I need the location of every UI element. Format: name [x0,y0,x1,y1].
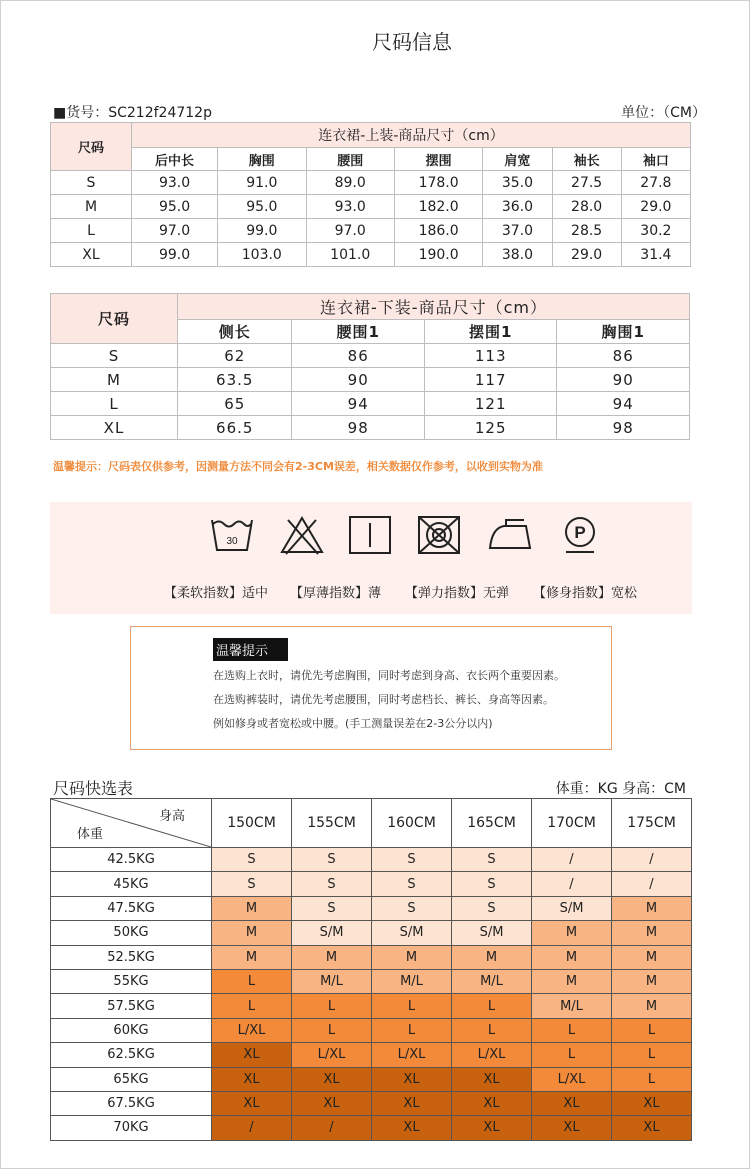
size-suggestion-cell: XL [212,1067,292,1091]
measure-cell: 27.8 [621,171,690,195]
table-row [51,219,691,243]
column-header: 袖口 [621,148,690,171]
weight-cell: 42.5KG [51,848,212,872]
size-suggestion-cell: M [452,945,532,969]
size-suggestion-cell: M [372,945,452,969]
size-cell: XL [51,243,132,267]
weight-cell: 70KG [51,1116,212,1140]
size-header: 尺码 [51,123,132,171]
notice-line: 在选购裤装时，请优先考虑腰围，同时考虑档长、裤长、身高等因素。 [213,693,554,706]
column-header: 摆围1 [424,320,556,344]
size-suggestion-cell: S [212,872,292,896]
measure-cell: 36.0 [483,195,552,219]
measure-cell: 178.0 [394,171,482,195]
size-suggestion-cell: XL [372,1091,452,1115]
table-row [51,1067,692,1091]
size-suggestion-cell: M [212,896,292,920]
size-suggestion-cell: M [612,945,692,969]
care-panel [50,502,692,614]
table-row [51,1116,692,1140]
size-suggestion-cell: XL [532,1091,612,1115]
measure-cell: 66.5 [178,416,292,440]
column-header: 摆围 [394,148,482,171]
size-cell: S [51,171,132,195]
size-suggestion-cell: S [292,872,372,896]
size-suggestion-cell: M [612,969,692,993]
measure-cell: 90 [557,368,690,392]
height-header: 175CM [612,799,692,848]
drip-dry-icon [348,514,392,556]
size-suggestion-cell: / [212,1116,292,1140]
measurement-tip: 温馨提示：尺码表仅供参考，因测量方法不同会有2-3CM误差，相关数据仅作参考，以收到实物为准 [53,460,543,473]
size-suggestion-cell: S/M [532,896,612,920]
weight-cell: 47.5KG [51,896,212,920]
measure-cell: 117 [424,368,556,392]
weight-cell: 50KG [51,921,212,945]
weight-cell: 45KG [51,872,212,896]
measure-cell: 65 [178,392,292,416]
table-row [51,416,690,440]
quick-select-table [50,798,692,1141]
size-suggestion-cell: L/XL [532,1067,612,1091]
size-suggestion-cell: L [532,1018,612,1042]
column-header: 腰围1 [292,320,424,344]
size-suggestion-cell: S/M [292,921,372,945]
size-suggestion-cell: XL [292,1067,372,1091]
weight-cell: 57.5KG [51,994,212,1018]
size-suggestion-cell: XL [452,1116,532,1140]
size-suggestion-cell: L [612,1067,692,1091]
measure-cell: 95.0 [132,195,218,219]
table-row [51,344,690,368]
diagonal-line [51,799,211,847]
measure-cell: 99.0 [218,219,306,243]
weight-label: 体重 [77,827,104,842]
size-suggestion-cell: / [532,872,612,896]
measure-cell: 93.0 [306,195,394,219]
size-suggestion-cell: L [212,969,292,993]
size-suggestion-cell: S [452,896,532,920]
size-suggestion-cell: M [532,921,612,945]
dry-clean-letter: P [574,523,586,542]
size-suggestion-cell: L [532,1043,612,1067]
size-suggestion-cell: / [532,848,612,872]
fit-index: 【修身指数】宽松 [533,586,638,601]
size-suggestion-cell: S [372,848,452,872]
size-suggestion-cell: / [292,1116,372,1140]
column-header: 侧长 [178,320,292,344]
sku-label: ■货号：SC212f24712p [53,105,212,121]
measure-cell: 94 [557,392,690,416]
top-table-title: 连衣裙-上装-商品尺寸（cm） [132,123,691,148]
size-cell: S [51,344,178,368]
corner-header [51,799,212,848]
table-row [51,872,692,896]
size-cell: L [51,219,132,243]
height-header: 165CM [452,799,532,848]
size-suggestion-cell: S [452,872,532,896]
size-suggestion-cell: S [372,896,452,920]
size-suggestion-cell: L [612,1043,692,1067]
size-suggestion-cell: M/L [292,969,372,993]
unit-label: 单位：（CM） [621,105,706,121]
size-suggestion-cell: XL [612,1091,692,1115]
column-header: 胸围1 [557,320,690,344]
table-row [51,243,691,267]
column-header: 后中长 [132,148,218,171]
weight-cell: 65KG [51,1067,212,1091]
table-row [51,945,692,969]
page-title: 尺码信息 [372,30,452,54]
size-suggestion-cell: L [292,994,372,1018]
size-suggestion-cell: L [452,1018,532,1042]
size-suggestion-cell: L [212,994,292,1018]
size-suggestion-cell: S [212,848,292,872]
size-suggestion-cell: XL [612,1116,692,1140]
dry-clean-p-icon [558,514,602,556]
size-suggestion-cell: / [612,872,692,896]
size-suggestion-cell: M [612,896,692,920]
measure-cell: 31.4 [621,243,690,267]
size-suggestion-cell: XL [212,1043,292,1067]
measure-cell: 97.0 [306,219,394,243]
no-tumble-dry-icon [417,514,461,556]
size-suggestion-cell: S [292,896,372,920]
measure-cell: 101.0 [306,243,394,267]
size-suggestion-cell: XL [452,1091,532,1115]
size-suggestion-cell: M [532,969,612,993]
size-cell: XL [51,416,178,440]
measure-cell: 30.2 [621,219,690,243]
weight-cell: 67.5KG [51,1091,212,1115]
column-header: 肩宽 [483,148,552,171]
measure-cell: 95.0 [218,195,306,219]
size-suggestion-cell: M/L [372,969,452,993]
elasticity-index: 【弹力指数】无弹 [405,586,510,601]
wash-temp: 30 [226,536,238,547]
size-cell: M [51,368,178,392]
measure-cell: 35.0 [483,171,552,195]
measure-cell: 186.0 [394,219,482,243]
size-suggestion-cell: S [372,872,452,896]
height-header: 160CM [372,799,452,848]
measure-cell: 28.5 [552,219,621,243]
measure-cell: 86 [292,344,424,368]
height-header: 170CM [532,799,612,848]
measure-cell: 89.0 [306,171,394,195]
size-suggestion-cell: L [292,1018,372,1042]
size-suggestion-cell: S [292,848,372,872]
size-suggestion-cell: L/XL [292,1043,372,1067]
table-row [51,921,692,945]
size-suggestion-cell: L [372,1018,452,1042]
measure-cell: 29.0 [621,195,690,219]
table-row [51,994,692,1018]
size-suggestion-cell: / [612,848,692,872]
size-suggestion-cell: XL [292,1091,372,1115]
size-suggestion-cell: XL [372,1116,452,1140]
measure-cell: 27.5 [552,171,621,195]
measure-cell: 91.0 [218,171,306,195]
measure-cell: 86 [557,344,690,368]
size-suggestion-cell: M [292,945,372,969]
table-row [51,896,692,920]
size-suggestion-cell: L [452,994,532,1018]
measure-cell: 37.0 [483,219,552,243]
table-row [51,1043,692,1067]
measure-cell: 98 [557,416,690,440]
weight-cell: 55KG [51,969,212,993]
quick-select-title: 尺码快选表 [53,779,134,798]
measure-cell: 28.0 [552,195,621,219]
size-suggestion-cell: S/M [452,921,532,945]
notice-line: 在选购上衣时，请优先考虑胸围，同时考虑到身高、衣长两个重要因素。 [213,669,565,682]
size-cell: M [51,195,132,219]
table-row [51,392,690,416]
wash-30-icon [210,514,254,556]
size-suggestion-cell: M [212,945,292,969]
measure-cell: 121 [424,392,556,416]
height-header: 150CM [212,799,292,848]
size-suggestion-cell: L [612,1018,692,1042]
measure-cell: 29.0 [552,243,621,267]
size-suggestion-cell: M [212,921,292,945]
notice-box [130,626,612,750]
size-suggestion-cell: L [372,994,452,1018]
measure-cell: 97.0 [132,219,218,243]
weight-cell: 52.5KG [51,945,212,969]
size-suggestion-cell: L/XL [372,1043,452,1067]
notice-title: 温馨提示 [213,638,288,661]
column-header: 袖长 [552,148,621,171]
measure-cell: 190.0 [394,243,482,267]
weight-cell: 60KG [51,1018,212,1042]
iron-icon [486,514,534,556]
height-label: 身高 [158,809,185,824]
table-row [51,1018,692,1042]
size-suggestion-cell: M/L [452,969,532,993]
column-header: 腰围 [306,148,394,171]
table-row [51,171,691,195]
size-suggestion-cell: S/M [372,921,452,945]
measure-cell: 63.5 [178,368,292,392]
measure-cell: 94 [292,392,424,416]
table-row [51,848,692,872]
size-suggestion-cell: XL [532,1116,612,1140]
measure-cell: 98 [292,416,424,440]
table-row [51,195,691,219]
size-suggestion-cell: L/XL [452,1043,532,1067]
measure-cell: 113 [424,344,556,368]
measure-cell: 182.0 [394,195,482,219]
size-suggestion-cell: S [452,848,532,872]
thickness-index: 【厚薄指数】薄 [290,586,382,601]
size-suggestion-cell: M [612,921,692,945]
measure-cell: 62 [178,344,292,368]
no-bleach-icon [280,514,324,556]
bottom-table-title: 连衣裙-下装-商品尺寸（cm） [178,294,690,320]
height-header: 155CM [292,799,372,848]
measure-cell: 93.0 [132,171,218,195]
size-suggestion-cell: XL [212,1091,292,1115]
measure-cell: 125 [424,416,556,440]
table-row [51,1091,692,1115]
measure-cell: 99.0 [132,243,218,267]
notice-line: 例如修身或者宽松或中腰。(手工测量误差在2-3公分以内) [213,717,493,730]
size-header: 尺码 [51,294,178,344]
measure-cell: 38.0 [483,243,552,267]
size-suggestion-cell: M/L [532,994,612,1018]
measure-cell: 90 [292,368,424,392]
quick-select-units: 体重：KG 身高：CM [555,781,686,797]
size-suggestion-cell: L/XL [212,1018,292,1042]
size-suggestion-cell: M [532,945,612,969]
size-suggestion-cell: XL [452,1067,532,1091]
size-suggestion-cell: XL [372,1067,452,1091]
column-header: 胸围 [218,148,306,171]
bottom-size-table [50,293,690,440]
table-row [51,368,690,392]
weight-cell: 62.5KG [51,1043,212,1067]
table-row [51,969,692,993]
softness-index: 【柔软指数】适中 [164,586,269,601]
size-cell: L [51,392,178,416]
measure-cell: 103.0 [218,243,306,267]
top-size-table [50,122,691,267]
size-suggestion-cell: M [612,994,692,1018]
